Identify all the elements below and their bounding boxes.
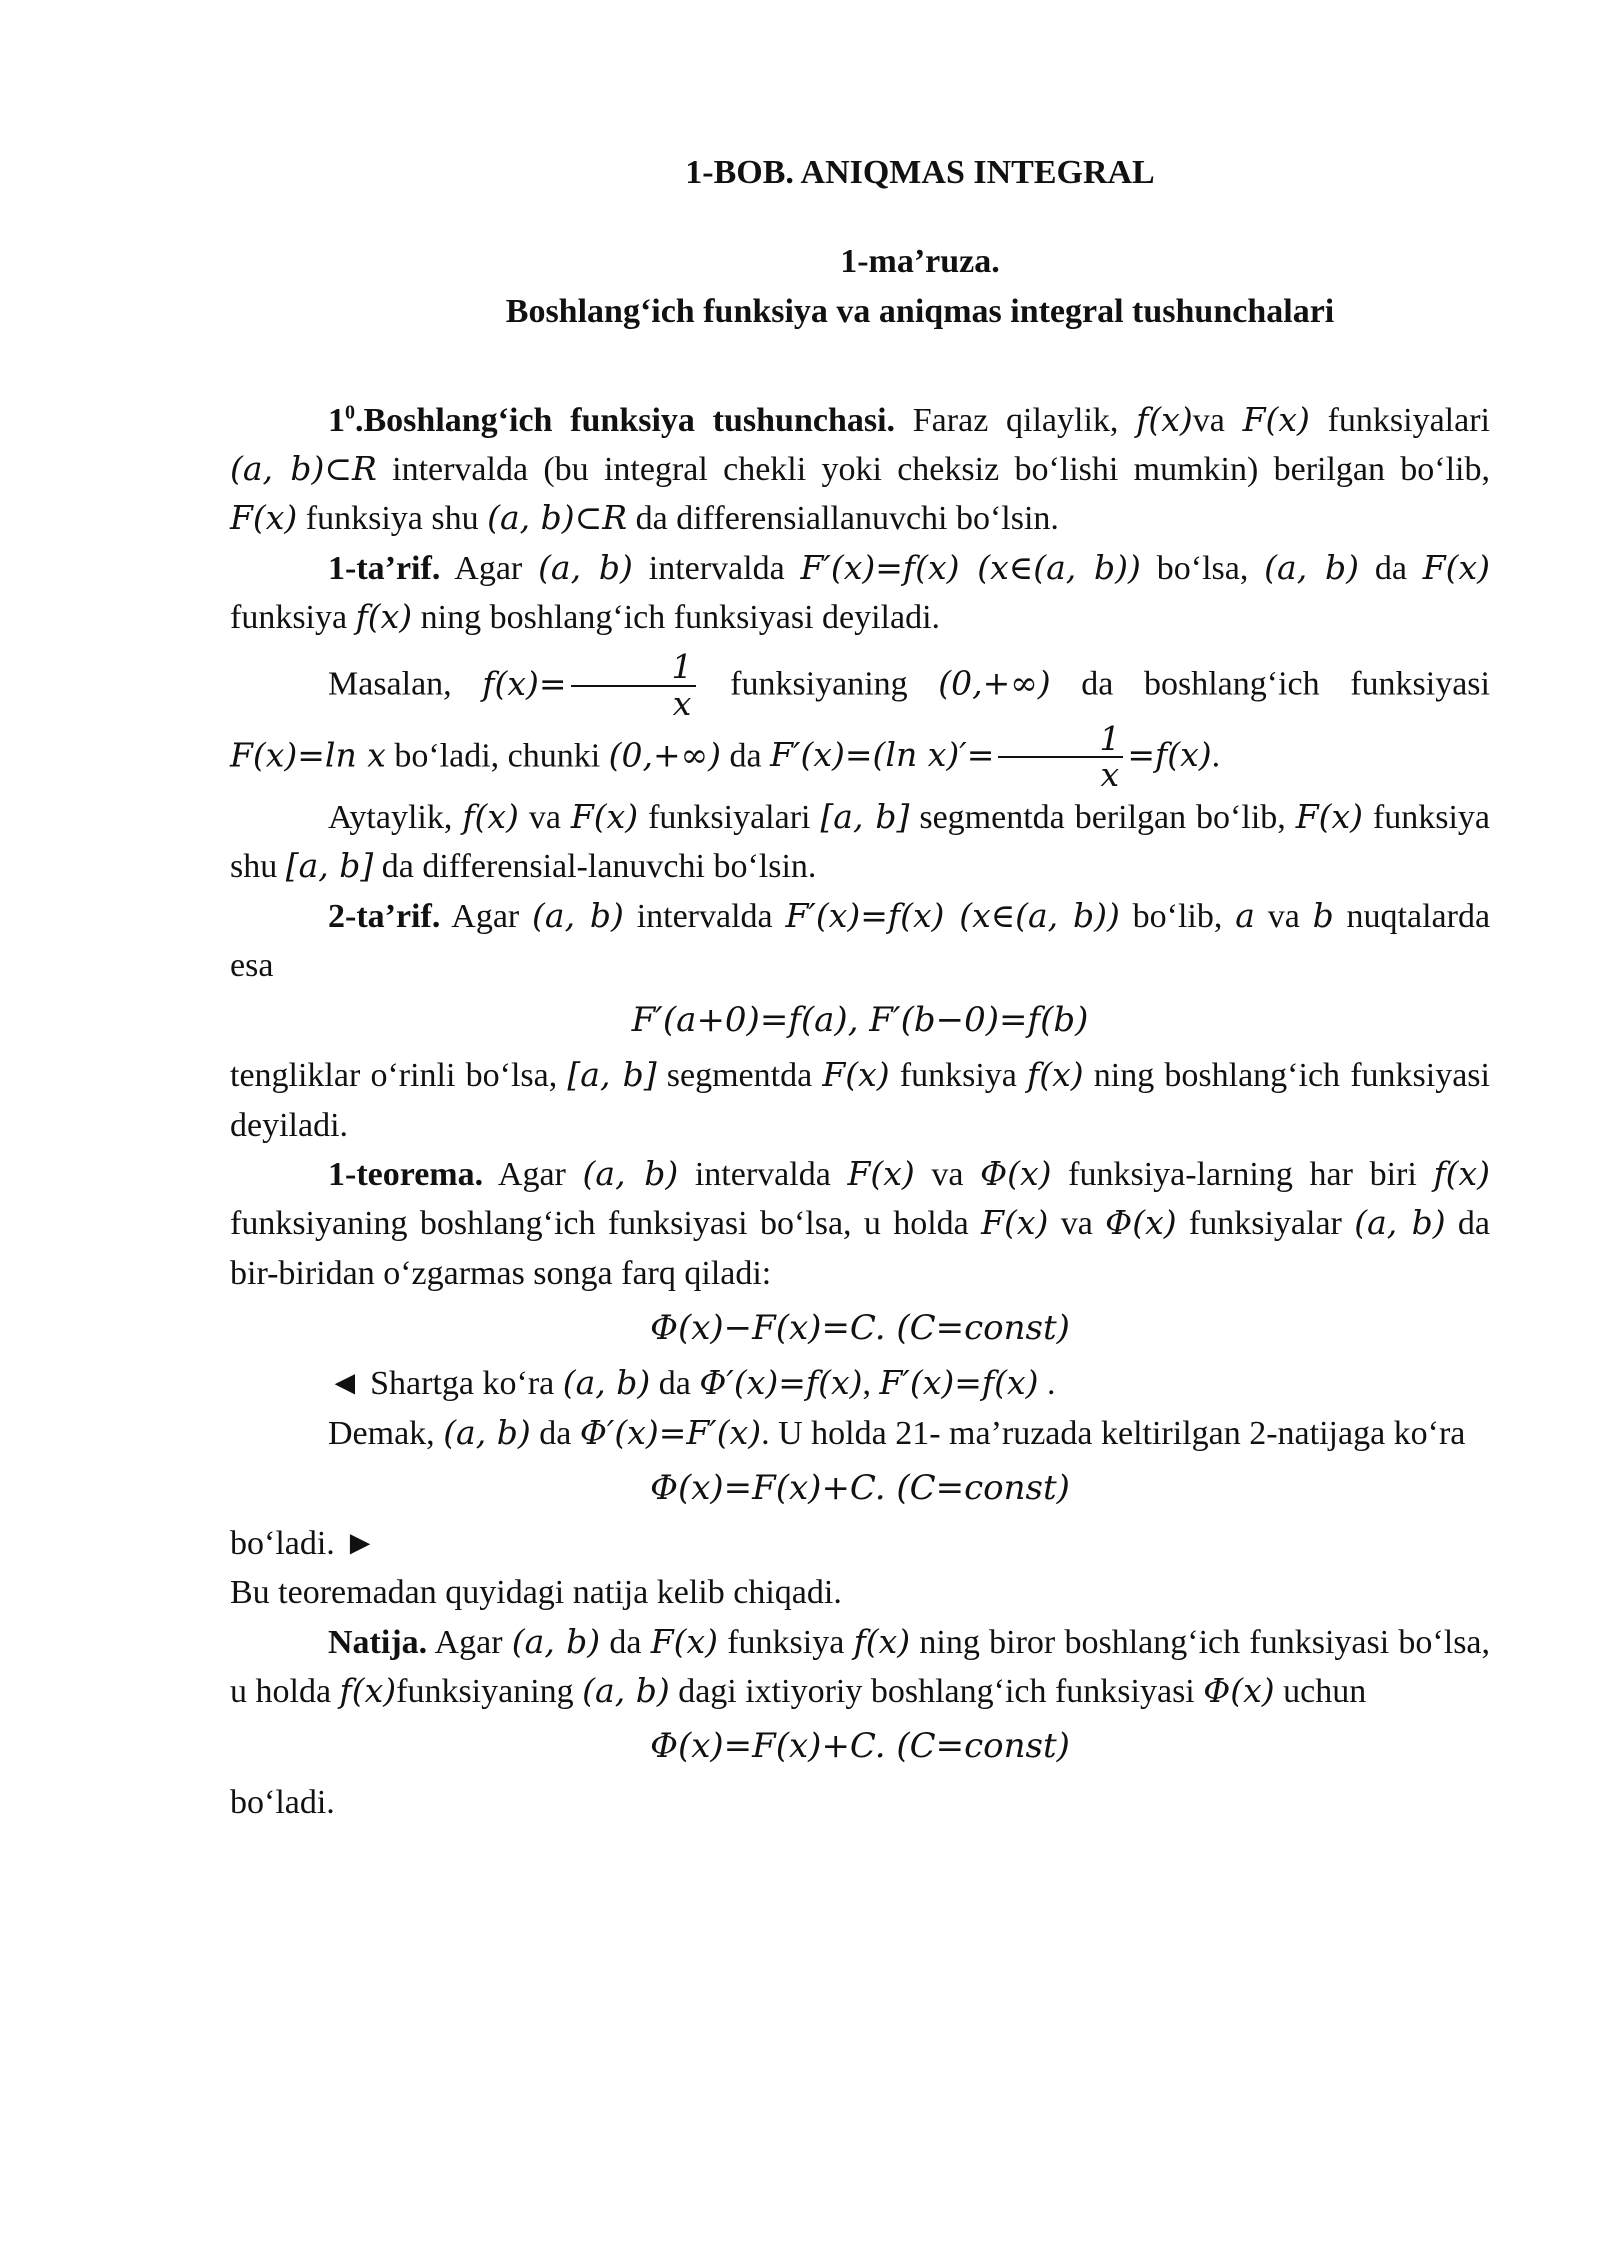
definition-1: 1-ta’rif. Agar (a, b) intervalda F′(x)=f(x) (x∈(a, b)) bo‘lsa, (a, b) da F(x) funksiya f(x) ning boshlang‘ich funksiyasi deyiladi. (230, 547, 1491, 637)
definition-1-label: 1-ta’rif. (328, 549, 441, 587)
proof-line-2: Demak, (a, b) da Φ′(x)=F′(x). U holda 21- ma’ruzada keltirilgan 2-natijaga ko‘ra (328, 1412, 1466, 1452)
theorem-1-formula: Φ(x)−F(x)=C. (C=const) (650, 1307, 1070, 1348)
corollary: Natija. Agar (a, b) da F(x) funksiya f(x) ning biror boshlang‘ich funksiyasi bo‘lsa, u holda f(x)funksiyaning (a, b) dagi ixtiyoriy boshlang‘ich funksiyasi Φ(x) uchun (230, 1621, 1491, 1710)
theorem-1: 1-teorema. Agar (a, b) intervalda F(x) va Φ(x) funksiya-larning har biri f(x) funksiyaning boshlang‘ich funksiyasi bo‘lsa, u holda F(x) va Φ(x) funksiyalar (a, b) da bir-biridan o‘zgarmas songa farq qiladi: (230, 1154, 1491, 1292)
page-content (230, 148, 1490, 1827)
fraction-1-over-x: $\frac{1}{x}$ (571, 650, 696, 721)
proof-end: bo‘ladi. ► (230, 1525, 377, 1563)
definition-2-continuation: tengliklar o‘rinli bo‘lsa, [a, b] segmentda F(x) funksiya f(x) ning boshlang‘ich funksiyasi deyiladi. (230, 1055, 1490, 1144)
segment-paragraph: Aytaylik, f(x) va F(x) funksiyalari [a, b] segmentda berilgan bo‘lib, F(x) funksiya shu [a, b] da differensial-lanuvchi bo‘lsin. (230, 796, 1491, 886)
theorem-1-label: 1-teorema. (328, 1156, 484, 1194)
definition-2: 2-ta’rif. Agar (a, b) intervalda F′(x)=f(x) (x∈(a, b)) bo‘lib, a va b nuqtalarda esa (230, 895, 1491, 984)
example-paragraph: Masalan, f(x)= $\frac{1}{x}$ funksiyaning (0,+∞) da boshlang‘ich funksiyasi F(x)=ln x bo‘ladi, chunki (0,+∞) da F′(x)=(ln x)′= $\frac{1}{x}$ =f(x). (230, 647, 1490, 795)
definition-2-formula: F′(a+0)=f(a), F′(b−0)=f(b) (631, 1000, 1089, 1041)
corollary-label: Natija. (328, 1623, 428, 1661)
fraction-1-over-x-derivative: $\frac{1}{x}$ (998, 722, 1123, 793)
proof-formula: Φ(x)=F(x)+C. (C=const) (650, 1467, 1070, 1508)
chapter-title: 1-BOB. ANIQMAS INTEGRAL (685, 154, 1155, 191)
corollary-formula: Φ(x)=F(x)+C. (C=const) (650, 1726, 1070, 1767)
proof-line-1: ◄ Shartga ko‘ra (a, b) da Φ′(x)=f(x), F′(x)=f(x) . (328, 1363, 1056, 1403)
corollary-end: bo‘ladi. (230, 1783, 335, 1821)
definition-2-label: 2-ta’rif. (328, 897, 441, 935)
section-heading: Boshlang‘ich funksiya tushunchasi. (363, 401, 896, 439)
lecture-number: 1-ma’ruza. (840, 243, 1000, 281)
conclusion-intro: Bu teoremadan quyidagi natija kelib chiqadi. (230, 1574, 842, 1612)
section-intro-paragraph: $1^0.Boshlang‘ich$ funksiya tushunchasi. Faraz qilaylik, f(x)va F(x) funksiyalari (a, b)⊂R intervalda (bu integral chekli yoki cheksiz bo‘lishi mumkin) berilgan bo‘lib, F(x) funksiya shu (a, b)⊂R da differensiallanuvchi bo‘lsin. (230, 399, 1491, 538)
section-number: $1^0$. (328, 401, 364, 439)
lecture-title: Boshlang‘ich funksiya va aniqmas integral tushunchalari (505, 292, 1335, 330)
